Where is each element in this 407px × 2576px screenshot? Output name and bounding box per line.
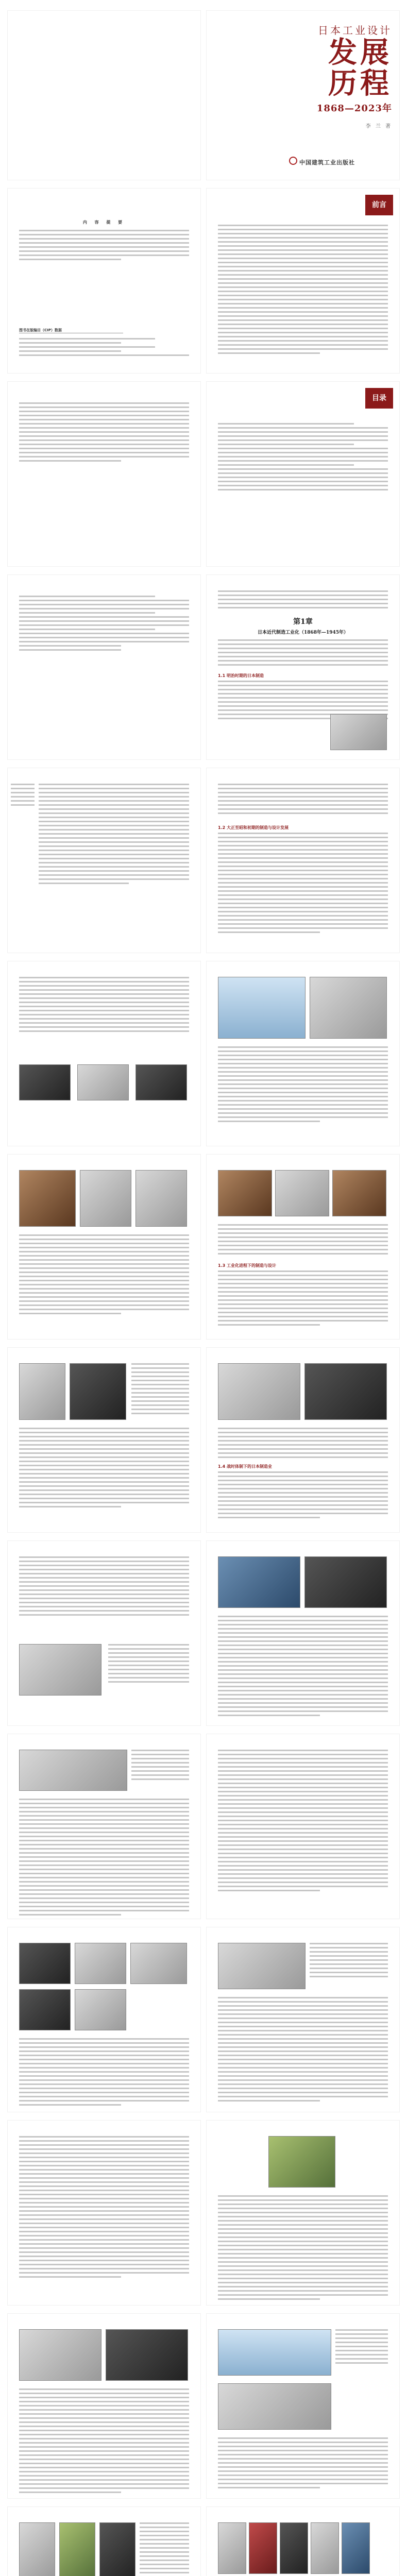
publisher-logo — [289, 157, 297, 165]
photo-craftsman — [19, 1170, 76, 1227]
chapter1-number: 第1章 — [293, 618, 313, 626]
photo-monitor — [130, 1943, 187, 1984]
chapter1-title-block — [222, 616, 384, 635]
spread-6 — [0, 961, 407, 1146]
photo-chair-1 — [218, 1170, 272, 1216]
page-abstract — [7, 188, 201, 374]
page-5-right — [206, 768, 400, 953]
page-14-right — [206, 2506, 400, 2576]
preface-text — [218, 225, 388, 357]
preface-heading: 前言 — [365, 195, 393, 215]
cover-years: 1868—2023年 — [316, 103, 392, 114]
page-12-left — [7, 2120, 201, 2306]
page-9-left — [7, 1540, 201, 1726]
spread-12 — [0, 2120, 407, 2306]
photo-maglev — [218, 2383, 331, 2430]
page-text — [218, 1224, 388, 1257]
page-text — [39, 784, 189, 887]
page-9-right — [206, 1540, 400, 1726]
page-7-left — [7, 1154, 201, 1340]
section-1-2-heading: 1.2 大正至昭和初期的制造与设计发展 — [218, 825, 289, 830]
page-text — [19, 1234, 189, 1317]
page-cover — [206, 10, 400, 180]
spread-toc-chapter1 — [0, 574, 407, 760]
page-text — [131, 1363, 189, 1417]
page-text — [19, 2038, 189, 2108]
page-text — [218, 2437, 388, 2491]
page-5-left — [7, 768, 201, 953]
page-text — [218, 1997, 388, 2104]
page-text — [218, 784, 388, 817]
spread-abstract-preface — [0, 188, 407, 374]
photo-phone-3 — [99, 2522, 135, 2576]
chapter1-title: 日本近代制造工业化（1868年—1945年） — [257, 630, 349, 635]
spread-11 — [0, 1927, 407, 2112]
toc-heading: 目录 — [365, 388, 393, 409]
photo-train — [19, 2329, 101, 2381]
photo-phone-1 — [19, 2522, 55, 2576]
photo-portrait-1 — [19, 1064, 71, 1100]
page-text — [218, 1428, 388, 1461]
page-11-left — [7, 1927, 201, 2112]
spread-8 — [0, 1347, 407, 1533]
photo-handset-4 — [311, 2522, 339, 2574]
page-7-right — [206, 1154, 400, 1340]
page-text — [19, 1428, 189, 1510]
photo-green-device — [268, 2136, 335, 2188]
photo-handset-1 — [218, 2522, 246, 2574]
chapter1-intro-text — [218, 590, 388, 611]
photo-chair-2 — [275, 1170, 329, 1216]
cip-title: 图书在版编目（CIP）数据 — [19, 328, 62, 332]
section-1-4-heading: 1.4 战时体制下的日本制造业 — [218, 1464, 272, 1469]
page-text — [19, 2136, 189, 2280]
spread-5 — [0, 768, 407, 953]
photo-vintage-car-1 — [218, 1363, 300, 1420]
page-text — [218, 833, 388, 936]
page-8-right — [206, 1347, 400, 1533]
photo-car-dark — [304, 1556, 387, 1608]
photo-vintage-car-2 — [304, 1363, 387, 1420]
cover-author: 李 兰 著 — [365, 124, 392, 129]
page-text — [19, 977, 189, 1035]
photo-gadget-3 — [19, 1989, 71, 2030]
cover-title-prefix: 日本工业设计 — [318, 24, 392, 37]
photo-bullet-train — [218, 2329, 331, 2376]
photo-handset-5 — [342, 2522, 370, 2574]
page-toc-cont — [7, 574, 201, 760]
section-1-1-heading: 1.1 明治时期的日本制造 — [218, 673, 264, 678]
photo-interior — [106, 2329, 188, 2381]
page-preface-cont — [7, 381, 201, 567]
sidenote — [11, 784, 35, 808]
page-13-left — [7, 2313, 201, 2499]
page-blank-left — [7, 10, 201, 180]
figure-early-industry — [330, 714, 387, 750]
photo-chair-3 — [332, 1170, 386, 1216]
photo-gadget-2 — [75, 1943, 126, 1984]
photo-phone-2 — [59, 2522, 95, 2576]
spread-14 — [0, 2506, 407, 2576]
page-text — [19, 1556, 189, 1618]
spread-9 — [0, 1540, 407, 1726]
page-text — [218, 1750, 388, 1894]
page-text — [218, 2195, 388, 2302]
photo-air-conditioner — [218, 1943, 306, 1989]
page-6-left — [7, 961, 201, 1146]
toc-cont-entries — [19, 596, 189, 653]
photo-kettle — [19, 1363, 65, 1420]
page-text — [108, 1644, 189, 1685]
photo-helmet — [70, 1363, 126, 1420]
photo-shinkansen — [19, 1750, 127, 1791]
page-text — [310, 1943, 388, 1980]
section-1-3-heading: 1.3 工业化进程下的制造与设计 — [218, 1263, 276, 1268]
page-text — [19, 2388, 189, 2496]
photo-device — [135, 1170, 187, 1227]
page-text — [218, 1471, 388, 1521]
photo-car-blue — [218, 1556, 300, 1608]
page-text — [19, 1799, 189, 1918]
page-text — [131, 1750, 189, 1783]
spread-preface-toc — [0, 381, 407, 567]
photo-portrait-3 — [135, 1064, 187, 1100]
page-text — [218, 1270, 388, 1328]
cover-title-main-2: 历程 — [328, 66, 392, 100]
page-12-right — [206, 2120, 400, 2306]
page-8-left — [7, 1347, 201, 1533]
photo-handset-3 — [280, 2522, 308, 2574]
spread-7 — [0, 1154, 407, 1340]
page-6-right — [206, 961, 400, 1146]
page-text — [218, 1046, 388, 1125]
page-text — [335, 2329, 388, 2366]
cip-text — [19, 338, 189, 359]
spread-cover — [0, 10, 407, 180]
page-text — [218, 1616, 388, 1719]
photo-gadget-4 — [75, 1989, 126, 2030]
abstract-title: 内 容 提 要 — [82, 220, 126, 225]
photo-tokyo-station — [218, 977, 306, 1039]
page-11-right — [206, 1927, 400, 2112]
page-text — [140, 2522, 189, 2576]
cover-title-main-1: 发展 — [328, 36, 392, 70]
chapter1-text — [218, 639, 388, 668]
photo-handset-2 — [249, 2522, 277, 2574]
page-10-left — [7, 1734, 201, 1919]
page-chapter1-open — [206, 574, 400, 760]
toc-entries — [218, 423, 388, 493]
photo-portrait-2 — [77, 1064, 129, 1100]
photo-tablet — [80, 1170, 131, 1227]
photo-skyscrapers — [310, 977, 387, 1039]
photo-aircraft — [19, 1644, 101, 1696]
cover-publisher: 中国建筑工业出版社 — [299, 159, 355, 166]
abstract-text — [19, 230, 189, 263]
photo-gadget-1 — [19, 1943, 71, 1984]
page-13-right — [206, 2313, 400, 2499]
page-14-left — [7, 2506, 201, 2576]
spread-10 — [0, 1734, 407, 1919]
page-preface — [206, 188, 400, 374]
page-toc — [206, 381, 400, 567]
preface-cont-text — [19, 402, 189, 464]
spread-13 — [0, 2313, 407, 2499]
page-10-right — [206, 1734, 400, 1919]
cover-title-block — [281, 22, 392, 129]
